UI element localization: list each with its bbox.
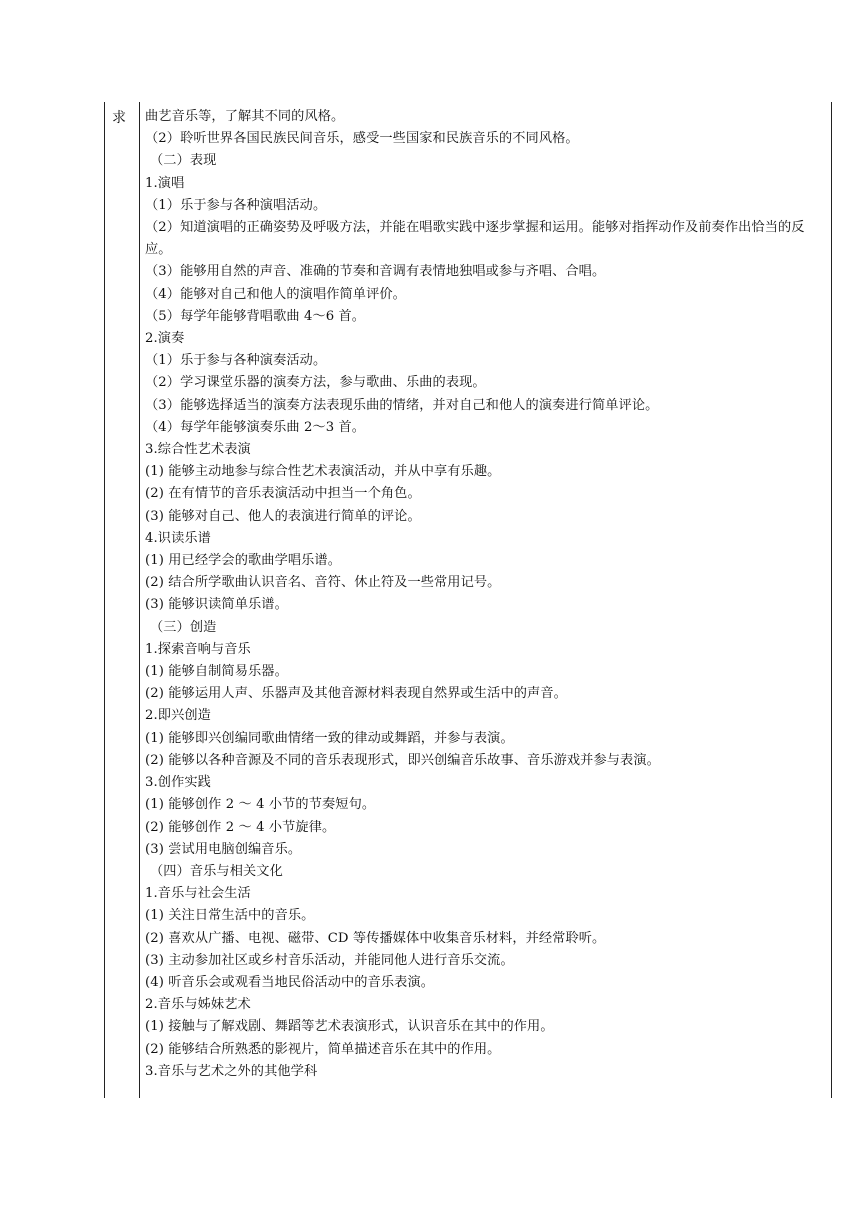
subsection-heading: 3.音乐与艺术之外的其他学科: [145, 1063, 318, 1079]
text-line: （4）能够对自己和他人的演唱作简单评价。: [145, 286, 406, 302]
text-line: (3) 能够对自己、他人的表演进行简单的评论。: [145, 508, 421, 524]
subsection-heading: 2.演奏: [145, 331, 185, 347]
text-line: （2）聆听世界各国民族民间音乐，感受一些国家和民族音乐的不同风格。: [145, 131, 579, 147]
text-line: (1) 接触与了解戏剧、舞蹈等艺术表演形式，认识音乐在其中的作用。: [145, 1019, 554, 1035]
text-line: （3）能够选择适当的演奏方法表现乐曲的情绪，并对自己和他人的演奏进行简单评论。: [145, 397, 659, 413]
subsection-heading: 1.音乐与社会生活: [145, 886, 251, 902]
subsection-heading: 1.演唱: [145, 175, 185, 191]
text-line: (3) 尝试用电脑创编音乐。: [145, 841, 302, 857]
subsection-heading: 3.综合性艺术表演: [145, 442, 251, 458]
row-label: 求: [112, 110, 126, 126]
text-line: (2) 能够运用人声、乐器声及其他音源材料表现自然界或生活中的声音。: [145, 686, 567, 702]
section-heading: （四）音乐与相关文化: [150, 863, 283, 879]
text-line: （1）乐于参与各种演奏活动。: [145, 353, 327, 369]
text-line: (1) 能够自制简易乐器。: [145, 664, 288, 680]
subsection-heading: 2.音乐与姊妹艺术: [145, 997, 251, 1013]
text-line: （5）每学年能够背唱歌曲 4～6 首。: [145, 308, 366, 324]
text-line: (2) 能够创作 2 ～ 4 小节旋律。: [145, 819, 336, 835]
text-line: 曲艺音乐等，了解其不同的风格。: [145, 109, 345, 124]
text-line: (1) 能够主动地参与综合性艺术表演活动，并从中享有乐趣。: [145, 464, 501, 480]
curriculum-table: [104, 102, 832, 1098]
subsection-heading: 3.创作实践: [145, 775, 211, 791]
text-line: (2) 结合所学歌曲认识音名、音符、休止符及一些常用记号。: [145, 575, 501, 591]
section-heading: （二）表现: [150, 153, 217, 169]
text-line: (1) 能够创作 2 ～ 4 小节的节奏短句。: [145, 797, 376, 813]
text-line: （4）每学年能够演奏乐曲 2～3 首。: [145, 419, 366, 435]
text-line: (1) 关注日常生活中的音乐。: [145, 908, 315, 924]
content-cell: [145, 106, 827, 1083]
text-line: (2) 能够以各种音源及不同的音乐表现形式，即兴创编音乐故事、音乐游戏并参与表演。: [145, 752, 660, 768]
subsection-heading: 4.识读乐谱: [145, 530, 211, 546]
text-line: (3) 能够识读简单乐谱。: [145, 597, 288, 613]
text-line: (1) 能够即兴创编同歌曲情绪一致的律动或舞蹈，并参与表演。: [145, 730, 514, 746]
subsection-heading: 2.即兴创造: [145, 708, 211, 724]
text-line: （3）能够用自然的声音、准确的节奏和音调有表情地独唱或参与齐唱、合唱。: [145, 264, 606, 280]
text-line: (2) 在有情节的音乐表演活动中担当一个角色。: [145, 486, 421, 502]
subsection-heading: 1.探索音响与音乐: [145, 641, 251, 657]
text-line: （1）乐于参与各种演唱活动。: [145, 197, 327, 213]
section-heading: （三）创造: [150, 619, 217, 635]
text-line: (1) 用已经学会的歌曲学唱乐谱。: [145, 553, 342, 569]
text-line: （2）知道演唱的正确姿势及呼吸方法，并能在唱歌实践中逐步掌握和运用。能够对指挥动作及前奏作出恰当的反应。: [145, 220, 805, 258]
text-line: (2) 喜欢从广播、电视、磁带、CD 等传播媒体中收集音乐材料，并经常聆听。: [145, 930, 606, 946]
text-line: (2) 能够结合所熟悉的影视片，简单描述音乐在其中的作用。: [145, 1041, 501, 1057]
text-line: (4) 听音乐会或观看当地民俗活动中的音乐表演。: [145, 974, 435, 990]
row-label-cell: [105, 102, 140, 1098]
text-line: (3) 主动参加社区或乡村音乐活动，并能同他人进行音乐交流。: [145, 952, 514, 968]
text-line: （2）学习课堂乐器的演奏方法，参与歌曲、乐曲的表现。: [145, 375, 486, 391]
